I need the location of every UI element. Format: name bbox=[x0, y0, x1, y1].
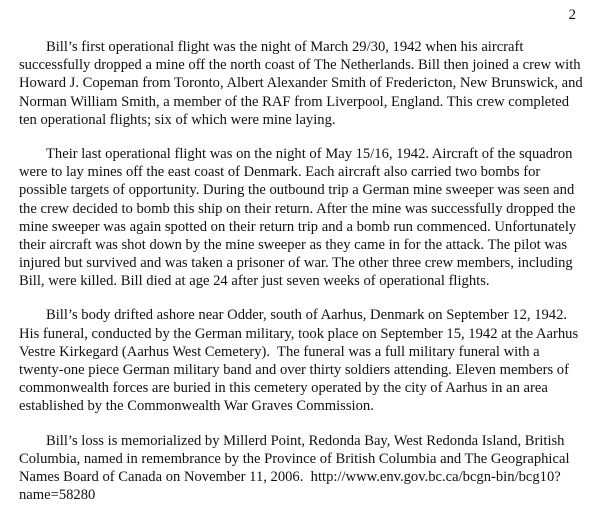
paragraph-line: successfully dropped a mine off the north coast of The Netherlands. Bill then joined a crew with bbox=[19, 57, 581, 74]
paragraph-memorial bbox=[19, 432, 587, 505]
paragraph-line: Bill, were killed. Bill died at age 24 after just seven weeks of operational flights. bbox=[19, 273, 490, 290]
paragraph-line: Bill’s body drifted ashore near Odder, south of Aarhus, Denmark on September 12, 1942. bbox=[46, 307, 568, 324]
paragraph-first-operational-flight bbox=[19, 38, 587, 129]
paragraph-line: Their last operational flight was on the night of May 15/16, 1942. Aircraft of the squadron bbox=[46, 145, 573, 162]
paragraph-line: the crew decided to bomb this ship on their return. After the mine was successfully dropped the bbox=[19, 200, 576, 217]
paragraph-line: Bill’s first operational flight was the night of March 29/30, 1942 when his aircraft bbox=[46, 39, 524, 55]
paragraph-line: name=58280 bbox=[19, 487, 96, 504]
paragraph-line: twenty-one piece German military band and over thirty soldiers attending. Eleven members of bbox=[19, 362, 569, 378]
paragraph-line: ten operational flights; six of which were mine laying. bbox=[19, 111, 336, 128]
page-number: 2 bbox=[568, 7, 576, 23]
paragraph-gap bbox=[19, 129, 587, 145]
paragraph-line: Bill’s loss is memorialized by Millerd Point, Redonda Bay, West Redonda Island, British bbox=[46, 432, 565, 449]
paragraph-gap bbox=[19, 416, 587, 432]
paragraph-line: injured but survived and was taken a prisoner of war. The other three crew members, including bbox=[19, 255, 573, 272]
paragraph-line: Vestre Kirkegard (Aarhus West Cemetery). The funeral was a full military funeral with a bbox=[19, 343, 540, 360]
paragraph-funeral bbox=[19, 306, 587, 415]
paragraph-line: Columbia, named in remembrance by the Province of British Columbia and The Geographical bbox=[19, 450, 570, 467]
paragraph-line: Norman William Smith, a member of the RAF from Liverpool, England. This crew completed bbox=[19, 93, 570, 110]
paragraph-gap bbox=[19, 290, 587, 306]
paragraph-line: His funeral, conducted by the German military, took place on September 15, 1942 at the Aarhus bbox=[19, 325, 579, 342]
paragraph-line: established by the Commonwealth War Graves Commission. bbox=[19, 398, 374, 415]
paragraph-last-operational-flight bbox=[19, 145, 587, 291]
paragraph-line: Names Board of Canada on November 11, 2006. http://www.env.gov.bc.ca/bcgn-bin/bcg10? bbox=[19, 468, 561, 485]
paragraph-line: their aircraft was shot down by the mine sweeper as they came in for the attack. The pilot was bbox=[19, 236, 568, 253]
paragraph-line: possible targets of opportunity. During the outbound trip a German mine sweeper was seen and bbox=[19, 182, 575, 199]
paragraph-line: were to lay mines off the east coast of Denmark. Each aircraft also carried two bombs for bbox=[19, 164, 541, 181]
paragraph-line: Howard J. Copeman from Toronto, Albert Alexander Smith of Fredericton, New Brunswick, and bbox=[19, 75, 583, 92]
paragraph-line: commonwealth forces are buried in this cemetery operated by the city of Aarhus in an area bbox=[19, 380, 548, 397]
paragraph-line: mine sweeper was again spotted on their return trip and a bomb run commenced. Unfortunately bbox=[19, 218, 577, 235]
document-body bbox=[19, 38, 587, 504]
